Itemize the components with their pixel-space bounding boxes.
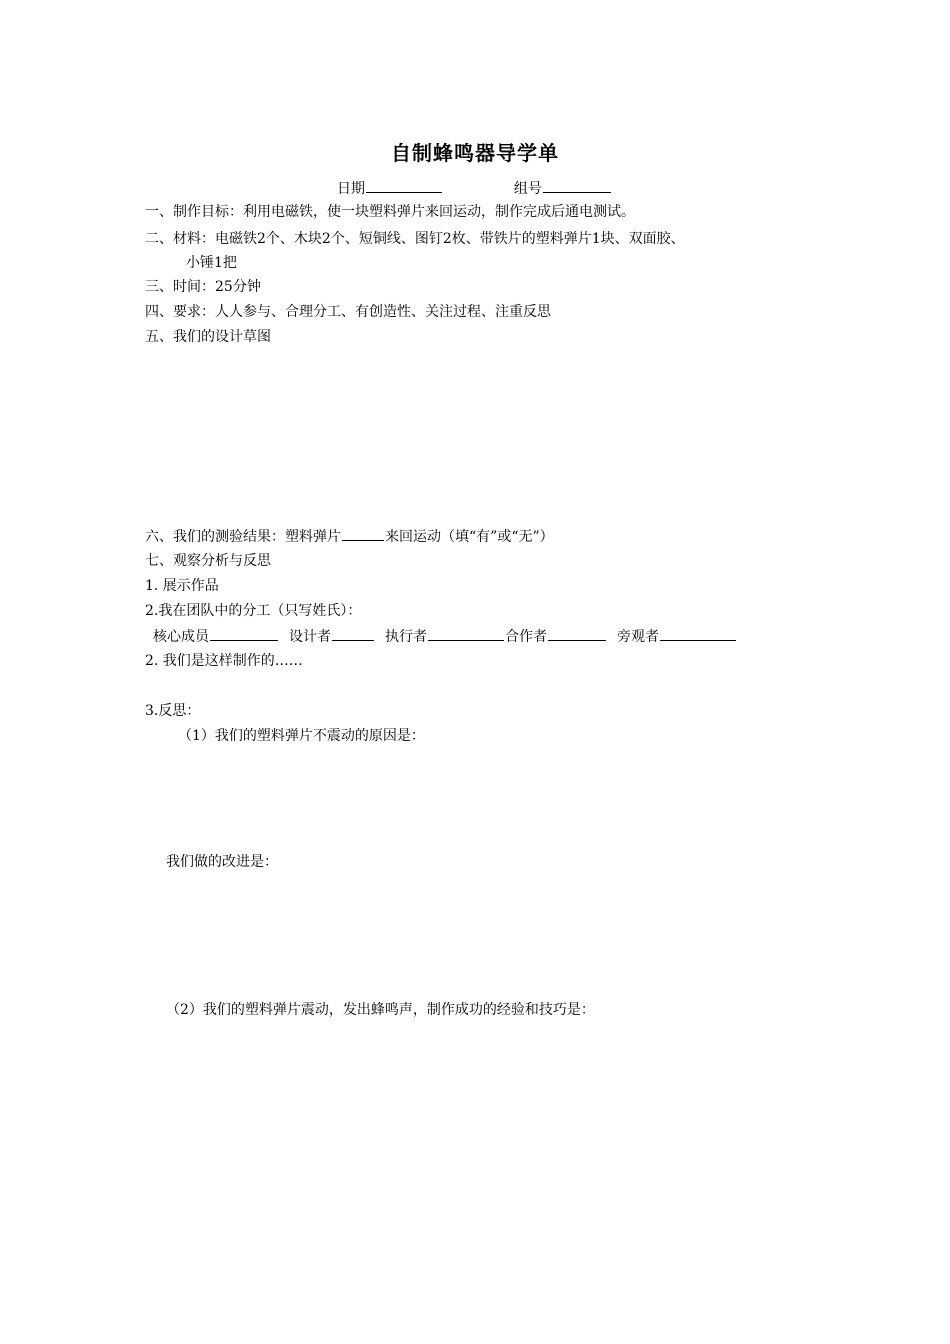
role-executor-label: 执行者 [385,629,427,645]
result-suffix: 来回运动（填“有”或“无”） [385,529,554,545]
observe-heading: 七、观察分析与反思 [145,553,271,569]
role-watcher-blank[interactable] [660,626,736,641]
role-cooperator-blank[interactable] [548,626,606,641]
reflect-heading: 3.反思： [145,703,201,719]
role-core-blank[interactable] [210,626,278,641]
requirements-text: 四、要求：人人参与、合理分工、有创造性、关注过程、注重反思 [145,304,551,320]
role-designer-label: 设计者 [289,629,331,645]
item-how-made: 2. 我们是这样制作的…… [145,653,303,669]
materials-text-cont: 小锤1把 [186,255,237,271]
role-cooperator-label: 合作者 [505,629,547,645]
date-label: 日期 [337,181,365,197]
improvement-text: 我们做的改进是： [166,854,278,870]
sketch-heading: 五、我们的设计草图 [145,329,271,345]
group-blank[interactable] [543,178,611,193]
time-text: 三、时间：25分钟 [145,279,261,295]
materials-text: 二、材料：电磁铁2个、木块2个、短铜线、图钉2枚、带铁片的塑料弹片1块、双面胶、 [145,231,685,247]
header-row [337,178,612,199]
item-role-division: 2.我在团队中的分工（只写姓氏）： [145,603,362,619]
result-row [145,526,554,547]
date-blank[interactable] [366,178,442,193]
goal-text: 一、制作目标：利用电磁铁，使一块塑料弹片来回运动，制作完成后通电测试。 [145,204,635,220]
roles-row [153,626,737,647]
page-title: 自制蜂鸣器导学单 [391,141,559,165]
result-prefix: 六、我们的测验结果：塑料弹片 [145,529,341,545]
role-watcher-label: 旁观者 [617,629,659,645]
result-blank[interactable] [342,526,384,541]
role-designer-blank[interactable] [332,626,374,641]
role-executor-blank[interactable] [428,626,504,641]
reflect-question-2: （2）我们的塑料弹片震动，发出蜂鸣声，制作成功的经验和技巧是： [166,1002,595,1018]
reflect-question-1: （1）我们的塑料弹片不震动的原因是： [178,728,425,744]
role-core-label: 核心成员 [153,629,209,645]
item-display-work: 1. 展示作品 [145,578,219,594]
group-label: 组号 [513,181,542,197]
